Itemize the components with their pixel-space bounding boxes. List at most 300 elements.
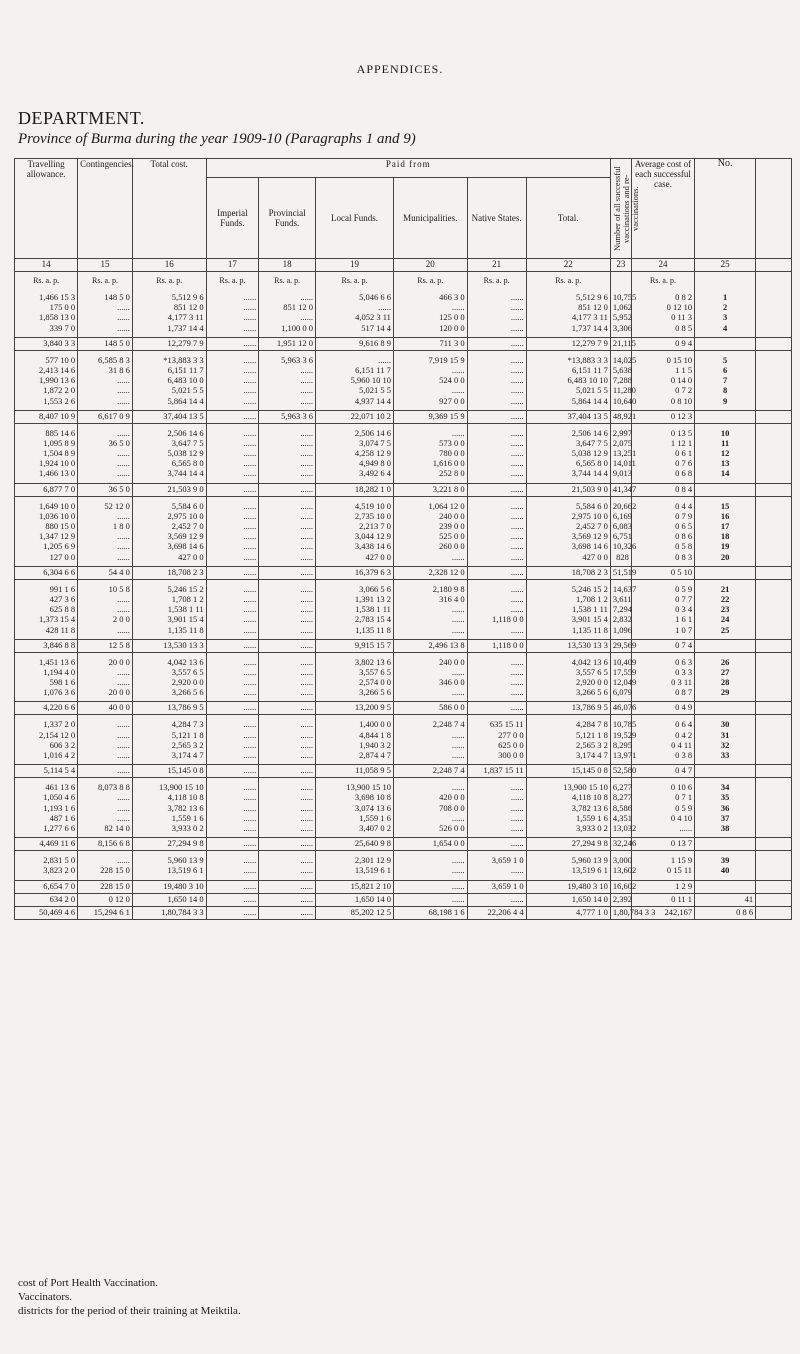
group-cell [695, 288, 756, 337]
table-cell: 1,559 1 6 [359, 812, 391, 823]
table-cell: 3,782 13 6 [571, 802, 608, 813]
table-cell: ...... [451, 865, 465, 876]
table-cell: 2,075 [612, 437, 632, 448]
table-cell: 6,585 8 3 [98, 354, 130, 365]
table-cell: ...... [243, 437, 257, 448]
group-cell [393, 496, 467, 566]
total-cell [695, 639, 756, 652]
table-cell: 1,858 13 0 [39, 312, 76, 323]
table-cell: 461 13 6 [45, 782, 76, 793]
total-cell: 1,118 0 0 [467, 639, 526, 652]
unit-cell: Rs. a. p. [631, 272, 694, 289]
table-cell: ...... [243, 614, 257, 625]
total-cell [756, 483, 792, 496]
table-cell: 885 14 6 [45, 427, 76, 438]
table-cell: ...... [243, 750, 257, 760]
group-cell [393, 715, 467, 765]
group-cell [316, 350, 394, 410]
col-header-8: Total. [526, 178, 610, 259]
table-cell: 525 0 0 [439, 531, 465, 542]
group-cell [695, 579, 756, 639]
table-cell [758, 625, 789, 635]
group-cell [316, 579, 394, 639]
total-cell: 242,167 [631, 906, 694, 919]
table-cell: ...... [117, 468, 130, 479]
table-cell: ...... [117, 448, 130, 459]
table-cell: 3,074 13 6 [354, 802, 391, 813]
total-cell: ...... [259, 639, 316, 652]
table-cell: ...... [243, 364, 257, 375]
table-cell: 9 [722, 395, 728, 406]
group-cell [631, 496, 694, 566]
total-cell: 12 5 8 [78, 639, 133, 652]
total-cell: ...... [206, 337, 259, 350]
group-cell [15, 350, 78, 410]
table-cell: ...... [451, 427, 465, 438]
table-cell: ...... [451, 385, 465, 396]
table-cell: 1,708 1 2 [575, 593, 608, 604]
table-cell: ...... [117, 531, 130, 542]
table-cell [758, 552, 789, 562]
total-cell: 13,786 9 5 [132, 702, 206, 715]
table-cell: 6,169 [612, 510, 632, 521]
table-cell: 0 8 7 [675, 687, 693, 698]
total-cell: 9,616 8 9 [316, 337, 394, 350]
table-cell: ...... [510, 624, 524, 635]
table-cell [758, 792, 789, 802]
total-cell: 37,404 13 5 [526, 410, 610, 423]
group-cell [316, 778, 394, 838]
total-cell: 4,469 11 6 [15, 838, 78, 851]
group-cell [78, 715, 133, 765]
group-cell [631, 423, 694, 483]
table-cell: 13,900 15 10 [158, 782, 204, 793]
table-cell: ...... [300, 729, 314, 740]
group-cell [15, 652, 78, 702]
table-cell [758, 541, 789, 551]
col-num: 22 [526, 259, 610, 272]
table-cell [758, 667, 789, 677]
unit-cell: Rs. a. p. [393, 272, 467, 289]
table-cell: ...... [243, 719, 257, 730]
total-cell: 148 5 0 [78, 337, 133, 350]
table-cell: ...... [300, 687, 314, 698]
table-cell: 3,744 14 4 [167, 468, 204, 479]
table-cell: ...... [243, 458, 257, 469]
table-cell: 13,519 6 1 [571, 865, 608, 876]
table-cell: 1 0 7 [675, 624, 693, 635]
table-cell: ...... [243, 448, 257, 459]
table-cell [758, 687, 789, 697]
table-cell: 3,933 0 2 [171, 822, 204, 833]
group-total-row [15, 566, 792, 579]
group-cell [695, 715, 756, 765]
group-cell [467, 851, 526, 880]
group-total-row [15, 880, 792, 893]
group-cell [756, 778, 792, 838]
table-cell: ...... [300, 458, 314, 469]
table-cell: ...... [510, 375, 524, 386]
group-cell [78, 350, 133, 410]
group-cell [15, 851, 78, 880]
table-cell: ...... [510, 551, 524, 562]
total-cell: 25,640 9 8 [316, 838, 394, 851]
col-num: 20 [393, 259, 467, 272]
total-cell: 18,708 2 3 [132, 566, 206, 579]
table-cell: ...... [300, 448, 314, 459]
table-cell: 5,864 14 4 [571, 395, 608, 406]
group-cell [756, 350, 792, 410]
table-cell: 6 [722, 364, 728, 375]
group-cell [78, 579, 133, 639]
table-cell: 3,266 5 6 [359, 687, 391, 698]
table-cell: 6,083 [612, 521, 632, 531]
table-cell: ...... [117, 792, 130, 803]
total-cell: 0 7 4 [631, 639, 694, 652]
table-cell: 20 [720, 551, 730, 562]
table-cell: ...... [451, 750, 465, 760]
table-cell: 3,698 14 6 [167, 541, 204, 552]
total-cell [756, 566, 792, 579]
table-cell [758, 468, 789, 478]
col-num: 14 [15, 259, 78, 272]
table-cell: 2,248 7 4 [432, 719, 465, 730]
total-cell: ...... [206, 410, 259, 423]
group-cell [393, 652, 467, 702]
total-cell: ...... [467, 838, 526, 851]
table-cell: 82 14 0 [104, 822, 130, 833]
group-cell [78, 423, 133, 483]
total-cell: 13,530 13 3 [526, 639, 610, 652]
table-cell: 38 [720, 822, 730, 833]
table-cell: ...... [300, 604, 314, 615]
table-cell: 1 [722, 292, 728, 302]
table-cell [758, 730, 789, 740]
table-cell: 3,044 12 9 [354, 531, 391, 542]
table-cell: ...... [300, 531, 314, 542]
table-cell: 1 1 5 [675, 364, 693, 375]
table-cell: 851 12 0 [173, 302, 204, 313]
table-cell: ...... [117, 458, 130, 469]
table-cell: 4,284 7 8 [575, 719, 608, 730]
table-cell: ...... [451, 812, 465, 823]
table-cell: ...... [451, 739, 465, 750]
table-cell: 427 3 6 [49, 593, 76, 604]
group-cell [206, 579, 259, 639]
table-cell: 851 12 0 [283, 302, 314, 313]
total-cell: 19,480 3 10 [526, 880, 610, 893]
group-cell [132, 350, 206, 410]
table-cell: ...... [117, 812, 130, 823]
group-cell [526, 496, 610, 566]
table-cell: 1,940 3 2 [359, 739, 391, 750]
table-cell: 3,782 13 6 [167, 802, 204, 813]
total-cell: 85,202 12 5 [316, 906, 394, 919]
table-cell: 8 [722, 385, 728, 396]
table-cell: ...... [451, 302, 465, 313]
table-cell: 3,933 0 2 [575, 822, 608, 833]
unit-cell: Rs. a. p. [15, 272, 78, 289]
table-cell: ...... [243, 531, 257, 542]
paid-from-header: Paid from [206, 159, 610, 178]
table-cell: 10,755 [612, 292, 637, 302]
group-cell [393, 851, 467, 880]
table-cell: 17 [720, 521, 730, 531]
table-cell: 33 [720, 750, 730, 760]
group-total-row [15, 483, 792, 496]
table-cell: 6,277 [612, 782, 632, 793]
table-cell: ...... [300, 364, 314, 375]
group-cell [756, 652, 792, 702]
table-cell: 4,258 12 9 [354, 448, 391, 459]
table-cell: ...... [243, 510, 257, 521]
table-cell: 1,076 3 6 [43, 687, 76, 698]
table-cell: ...... [510, 666, 524, 677]
total-cell: 5,114 5 4 [15, 765, 78, 778]
table-cell: ...... [510, 677, 524, 688]
unit-row [15, 272, 792, 289]
table-cell: 3,306 [612, 322, 632, 333]
table-cell: 1,466 15 3 [39, 292, 76, 302]
total-cell: 8,156 6 8 [78, 838, 133, 851]
table-cell: ...... [300, 865, 314, 876]
table-cell: ...... [117, 750, 130, 760]
table-cell: 0 15 11 [666, 865, 693, 876]
total-cell: ...... [206, 838, 259, 851]
table-cell: 316 4 0 [439, 593, 465, 604]
group-cell [393, 778, 467, 838]
group-cell [15, 423, 78, 483]
table-cell: ...... [243, 395, 257, 406]
table-cell: 3 [722, 312, 728, 323]
footnote: districts for the period of their training at Meiktila. [18, 1305, 241, 1317]
total-cell: 1,837 15 11 [467, 765, 526, 778]
table-cell: 2,154 12 0 [39, 729, 76, 740]
group-cell [78, 288, 133, 337]
table-cell: ...... [117, 677, 130, 688]
table-cell: 0 4 4 [675, 500, 693, 511]
group-cell [316, 423, 394, 483]
table-cell: 8,277 [612, 792, 632, 803]
group-cell [526, 652, 610, 702]
table-cell: 880 15 0 [45, 521, 76, 531]
col-header-0: Travelling allowance. [15, 159, 78, 259]
table-cell: 2,735 10 0 [354, 510, 391, 521]
table-cell: 1,737 14 4 [167, 322, 204, 333]
table-cell: 240 0 0 [439, 510, 465, 521]
unit-cell: Rs. a. p. [132, 272, 206, 289]
table-cell: 6,483 10 0 [167, 375, 204, 386]
table-cell: 5,512 9 6 [575, 292, 608, 302]
total-cell: 50,469 4 6 [15, 906, 78, 919]
table-cell: 36 [720, 802, 730, 813]
table-cell: 5,021 5 5 [171, 385, 204, 396]
table-cell: 7,294 [612, 604, 632, 615]
table-cell: ...... [300, 677, 314, 688]
table-cell: 22 [720, 593, 730, 604]
col-num: 18 [259, 259, 316, 272]
group-cell [610, 423, 637, 483]
table-cell: ...... [243, 322, 257, 333]
table-cell: ...... [243, 292, 257, 302]
total-cell [695, 337, 756, 350]
table-cell: 11 [721, 437, 730, 448]
group-cell [393, 579, 467, 639]
table-cell: 2 [722, 302, 728, 313]
total-cell: ...... [393, 893, 467, 906]
total-cell: 27,294 9 8 [526, 838, 610, 851]
table-cell: 1,347 12 9 [39, 531, 76, 542]
table-cell: 4,177 3 11 [167, 312, 204, 323]
table-cell: ...... [117, 375, 130, 386]
table-cell [758, 803, 789, 813]
table-cell: 13 [720, 458, 730, 469]
total-cell: ...... [259, 566, 316, 579]
unit-cell [695, 272, 756, 289]
table-cell: 3,823 2 0 [43, 865, 76, 876]
group-total-row [15, 906, 792, 919]
table-cell: ...... [243, 604, 257, 615]
table-cell: ...... [117, 395, 130, 406]
total-cell [756, 337, 792, 350]
table-cell: ...... [300, 614, 314, 625]
table-cell: 5,960 13 9 [571, 855, 608, 866]
col-num: 24 [631, 259, 694, 272]
group-cell [467, 652, 526, 702]
table-cell: *13,883 3 3 [163, 354, 204, 365]
table-cell: ...... [300, 855, 314, 866]
table-cell: 1,538 1 11 [572, 604, 608, 615]
total-cell: 0 9 4 [631, 337, 694, 350]
table-cell: 14,025 [612, 354, 637, 365]
table-cell: 120 0 0 [439, 322, 465, 333]
table-cell: ...... [243, 375, 257, 386]
table-cell: 27 [720, 666, 730, 677]
table-cell: ...... [300, 792, 314, 803]
group-cell [206, 423, 259, 483]
table-cell: ...... [510, 437, 524, 448]
table-cell: 6,151 11 7 [355, 364, 391, 375]
table-cell: 15 [720, 500, 730, 511]
table-cell: 1,337 2 0 [43, 719, 76, 730]
total-cell: 16,602 [610, 880, 631, 893]
table-cell: 1,135 11 8 [355, 624, 391, 635]
table-cell: ...... [243, 354, 257, 365]
table-cell: 5,121 1 8 [575, 729, 608, 740]
table-cell: 1,504 8 9 [43, 448, 76, 459]
footnote: cost of Port Health Vaccination. [18, 1277, 159, 1289]
table-cell: 3,611 [612, 593, 632, 604]
table-cell: 0 7 6 [675, 458, 693, 469]
group-cell [526, 423, 610, 483]
table-cell: 0 7 1 [675, 792, 693, 803]
group-cell [467, 288, 526, 337]
total-cell: 6,877 7 0 [15, 483, 78, 496]
table-cell: 0 4 10 [670, 812, 693, 823]
total-cell: 54 4 0 [78, 566, 133, 579]
table-cell: ...... [300, 750, 314, 760]
footnote: Vaccinators. [18, 1291, 73, 1303]
total-cell: 41,347 [610, 483, 631, 496]
unit-cell: Rs. a. p. [467, 272, 526, 289]
table-cell: 3,000 [612, 855, 632, 866]
total-cell: 8,407 10 9 [15, 410, 78, 423]
table-cell: 0 3 4 [675, 604, 693, 615]
table-cell: 16 [720, 510, 730, 521]
table-cell: 339 7 0 [49, 322, 76, 333]
total-cell: 29,569 [610, 639, 631, 652]
table-cell: 0 3 11 [671, 677, 693, 688]
district-group [15, 715, 792, 765]
total-cell: 22,071 10 2 [316, 410, 394, 423]
table-cell: ...... [117, 593, 130, 604]
table-cell: 0 10 6 [670, 782, 693, 793]
table-cell: ...... [243, 312, 257, 323]
group-cell [695, 496, 756, 566]
group-cell [132, 715, 206, 765]
table-cell: ...... [243, 624, 257, 635]
table-cell: 598 1 6 [49, 677, 76, 688]
group-cell [695, 851, 756, 880]
table-cell: 5,960 10 10 [350, 375, 391, 386]
table-cell: 19 [720, 541, 730, 552]
table-cell: 3,569 12 9 [571, 531, 608, 542]
table-cell: 3,744 14 4 [571, 468, 608, 479]
table-cell: 5,038 12 9 [167, 448, 204, 459]
district-group [15, 288, 792, 337]
table-cell: ...... [510, 292, 524, 302]
col-header-9: Number of all successful vaccinations and re-vaccinations. [610, 159, 631, 259]
table-cell: 28 [720, 677, 730, 688]
table-cell [758, 396, 789, 406]
table-cell: 1,553 2 6 [43, 395, 76, 406]
table-cell: 517 14 4 [361, 322, 391, 333]
table-cell: 1,559 1 6 [171, 812, 204, 823]
table-cell [758, 292, 789, 302]
table-cell [758, 594, 789, 604]
table-cell: ...... [300, 656, 314, 667]
table-cell: 1,277 6 6 [43, 822, 76, 833]
table-cell: 175 0 0 [49, 302, 76, 313]
total-cell: 3,840 3 3 [15, 337, 78, 350]
table-cell: ...... [510, 521, 524, 531]
table-cell: 927 0 0 [439, 395, 465, 406]
table-cell: 1,050 4 6 [43, 792, 76, 803]
table-cell: 1,016 4 2 [43, 750, 76, 760]
table-cell: 10,409 [612, 656, 637, 667]
table-cell: 2,506 14 6 [354, 427, 391, 438]
group-cell [259, 288, 316, 337]
table-cell: ...... [300, 624, 314, 635]
table-cell: 0 5 9 [675, 802, 693, 813]
group-cell [526, 288, 610, 337]
total-cell [756, 765, 792, 778]
table-cell [758, 385, 789, 395]
district-group [15, 652, 792, 702]
table-cell: ...... [510, 395, 524, 406]
table-cell: 6,565 8 0 [171, 458, 204, 469]
total-cell: 0 11 1 [631, 893, 694, 906]
table-cell: 6,565 8 0 [575, 458, 608, 469]
group-cell [467, 423, 526, 483]
table-cell: ...... [300, 822, 314, 833]
table-cell: ...... [510, 510, 524, 521]
table-cell: 0 8 2 [675, 292, 693, 302]
group-cell [610, 350, 637, 410]
unit-cell: Rs. a. p. [526, 272, 610, 289]
table-cell: ...... [451, 624, 465, 635]
table-cell: ...... [510, 687, 524, 698]
